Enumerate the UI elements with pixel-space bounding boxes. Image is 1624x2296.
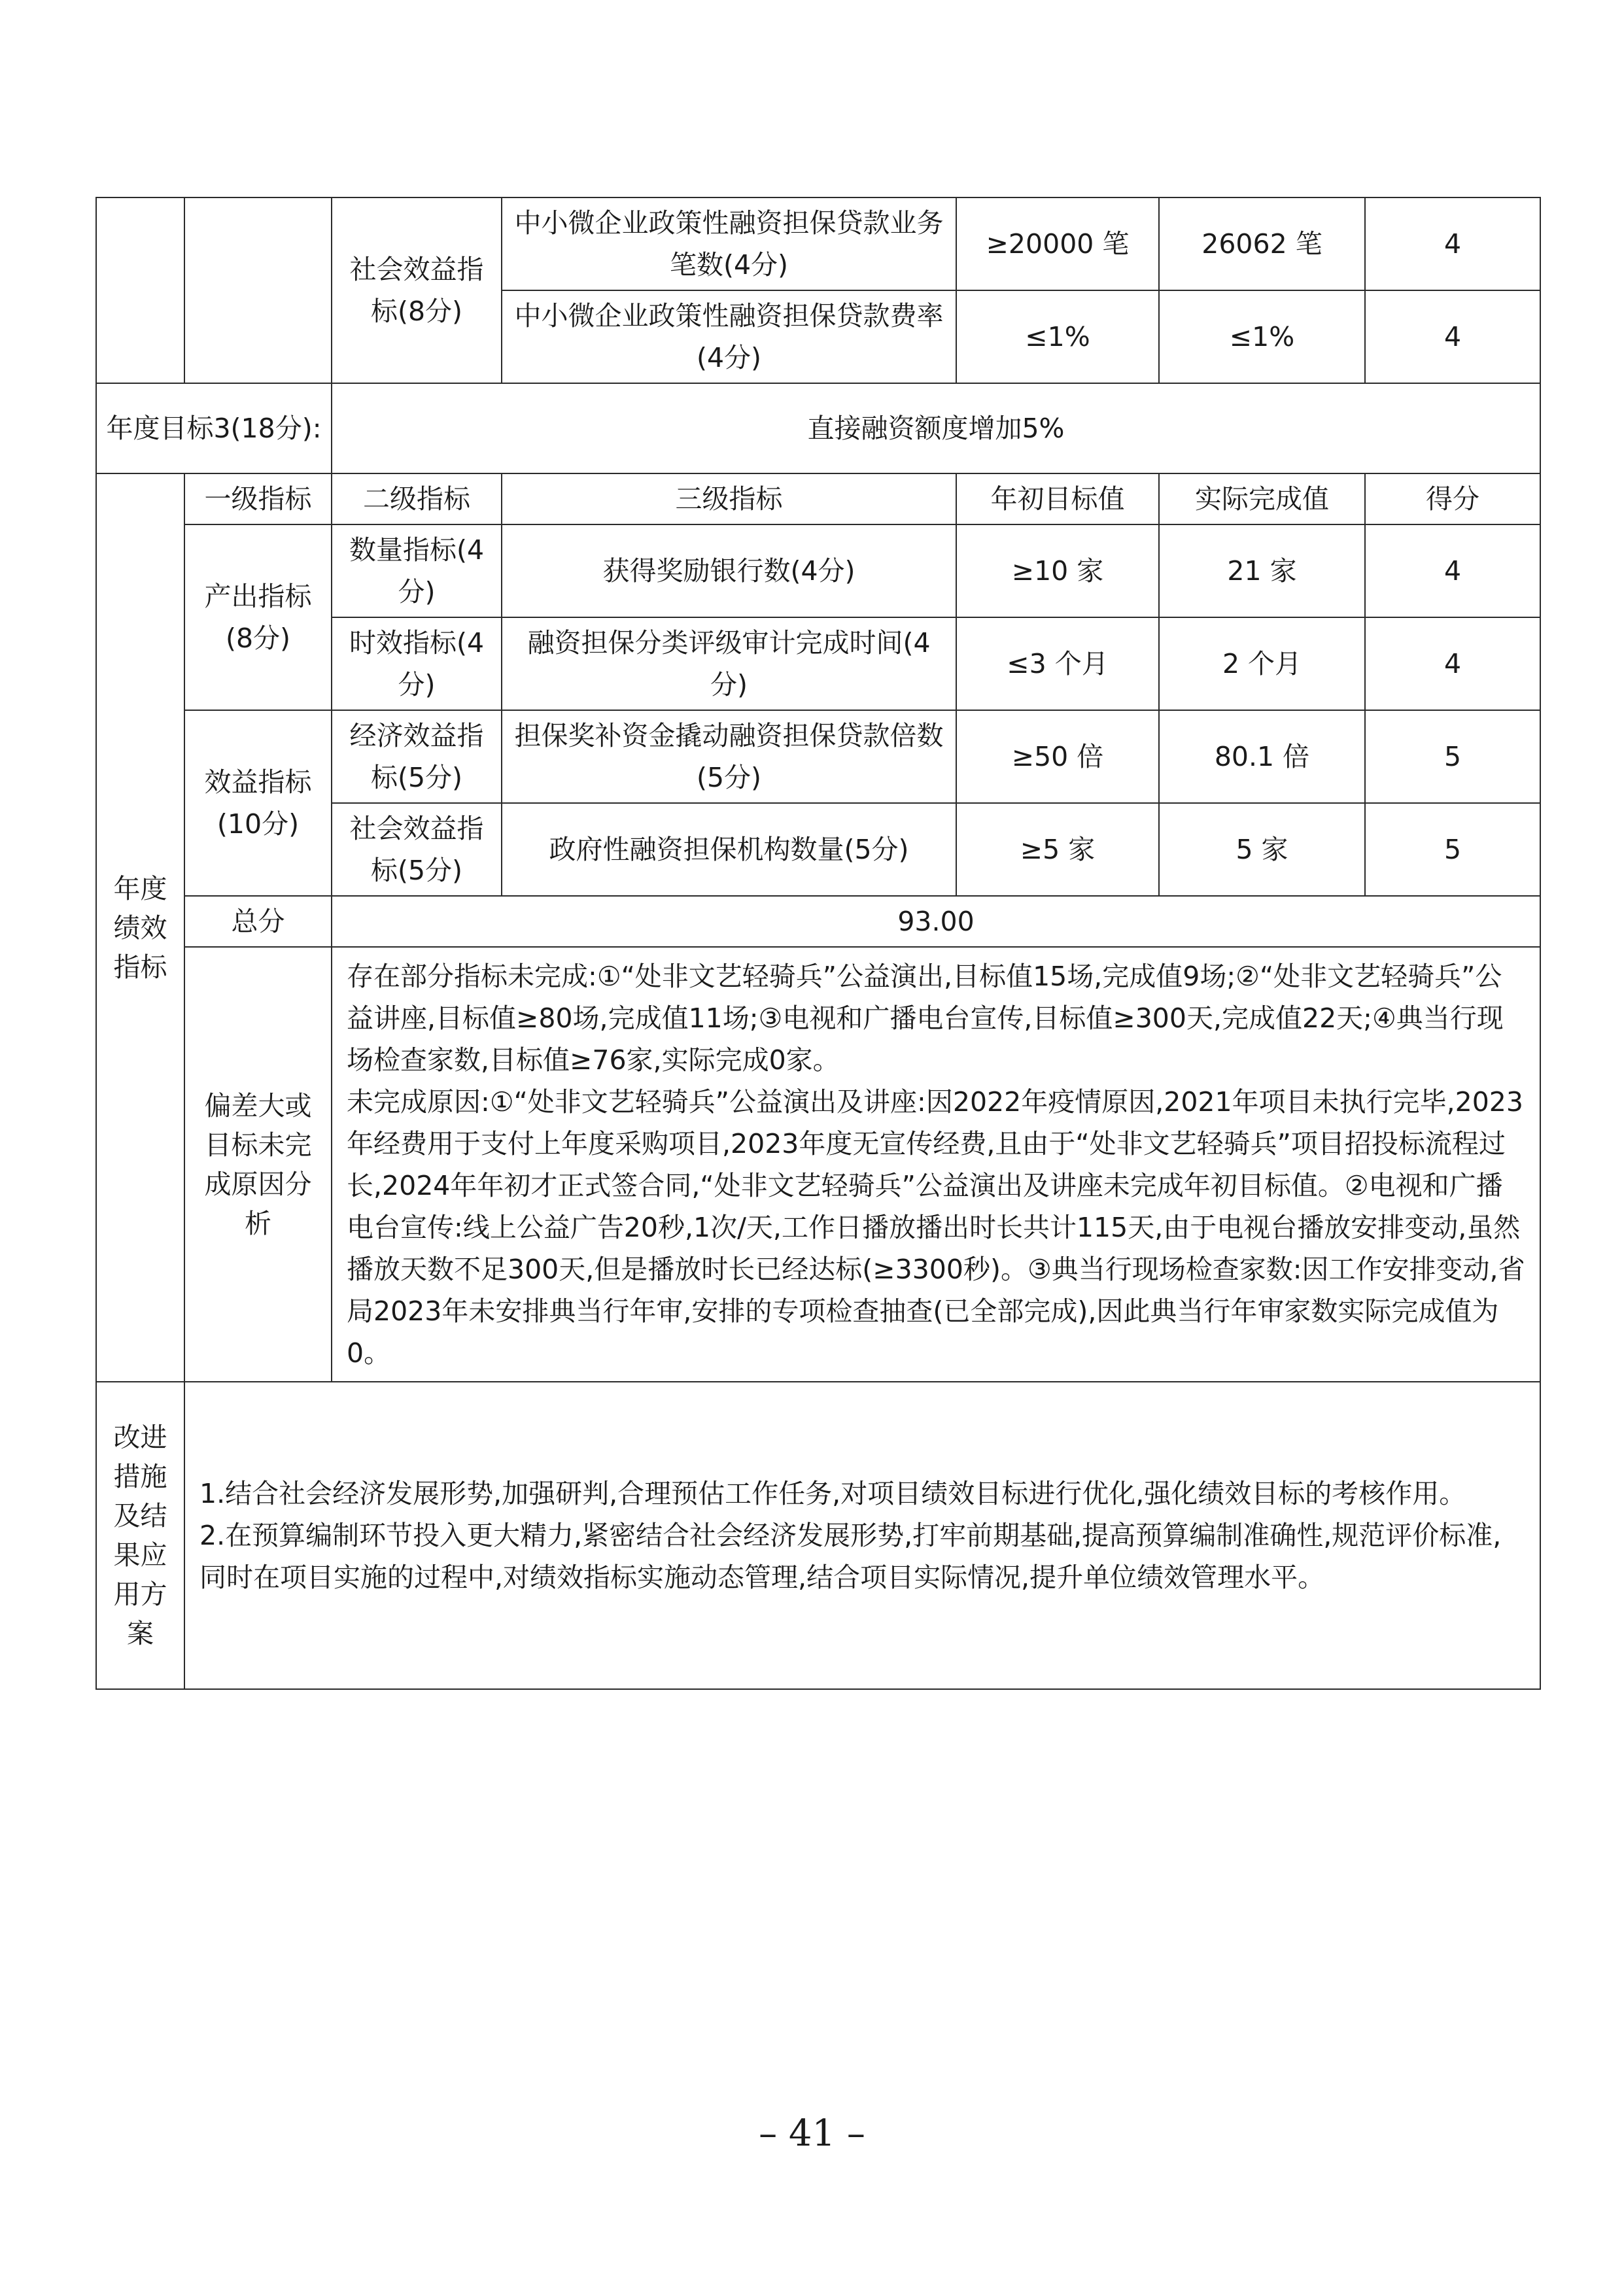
page-number: – 41 –: [759, 2112, 865, 2155]
column-header: 二级指标: [332, 473, 502, 524]
level3-cell: 中小微企业政策性融资担保贷款费率(4分): [502, 290, 956, 383]
deviation-row: [96, 947, 1540, 1382]
deviation-label: 偏差大或目标未完成原因分析: [184, 947, 332, 1382]
column-header: 实际完成值: [1159, 473, 1365, 524]
actual-cell: 26062 笔: [1159, 197, 1365, 290]
column-header: 三级指标: [502, 473, 956, 524]
total-row: [96, 896, 1540, 947]
table-row: [96, 710, 1540, 803]
level2-cell: 社会效益指标(5分): [332, 803, 502, 896]
score-cell: 5: [1365, 710, 1540, 803]
deviation-paragraph: 未完成原因:①“处非文艺轻骑兵”公益演出及讲座:因2022年疫情原因,2021年项目未执行完毕,2023年经费用于支付上年度采购项目,2023年度无宣传经费,且由于“处非文艺轻骑兵”项目招投标流程过长,2024年年初才正式签合同,“处非文艺轻骑兵”公益演出及讲座未完成年初目标值。②电视和广播电台宣传:线上公益广告20秒,1次/天,工作日播放播出时长共计115天,由于电视台播放安排变动,虽然播放天数不足300天,但是播放时长已经达标(≥3300秒)。③典当行现场检查家数:因工作安排变动,省局2023年未安排典当行年审,安排的专项检查抽查(已全部完成),因此典当行年审家数实际完成值为0。: [347, 1086, 1525, 1369]
target-cell: ≥5 家: [956, 803, 1159, 896]
table-row: [96, 197, 1540, 290]
level1-cell: 效益指标(10分): [184, 710, 332, 896]
section-label: 年度绩效指标: [96, 473, 184, 1382]
level1-cell: 产出指标(8分): [184, 524, 332, 710]
empty-cell: [184, 197, 332, 383]
target-cell: ≥50 倍: [956, 710, 1159, 803]
level3-cell: 获得奖励银行数(4分): [502, 524, 956, 617]
improvement-paragraph: 1.结合社会经济发展形势,加强研判,合理预估工作任务,对项目绩效目标进行优化,强化绩效目标的考核作用。: [199, 1478, 1466, 1509]
level2-cell: 时效指标(4分): [332, 617, 502, 710]
goal3-text: 直接融资额度增加5%: [332, 383, 1540, 473]
deviation-paragraph: 存在部分指标未完成:①“处非文艺轻骑兵”公益演出,目标值15场,完成值9场;②“处非文艺轻骑兵”公益讲座,目标值≥80场,完成值11场;③电视和广播电台宣传,目标值≥300天,完成值22天;④典当行现场检查家数,目标值≥76家,实际完成0家。: [347, 960, 1504, 1076]
column-header: 得分: [1365, 473, 1540, 524]
level2-cell: 社会效益指标(8分): [332, 197, 502, 383]
actual-cell: 80.1 倍: [1159, 710, 1365, 803]
target-cell: ≥10 家: [956, 524, 1159, 617]
score-cell: 4: [1365, 524, 1540, 617]
target-cell: ≥20000 笔: [956, 197, 1159, 290]
performance-table: [95, 197, 1541, 1690]
total-label: 总分: [184, 896, 332, 947]
improvement-row: [96, 1382, 1540, 1689]
actual-cell: 5 家: [1159, 803, 1365, 896]
level3-cell: 担保奖补资金撬动融资担保贷款倍数(5分): [502, 710, 956, 803]
level3-cell: 中小微企业政策性融资担保贷款业务笔数(4分): [502, 197, 956, 290]
level2-cell: 经济效益指标(5分): [332, 710, 502, 803]
table-row: [96, 383, 1540, 473]
improvement-content: [184, 1382, 1540, 1689]
column-header: 年初目标值: [956, 473, 1159, 524]
score-cell: 5: [1365, 803, 1540, 896]
table-row: [96, 524, 1540, 617]
actual-cell: ≤1%: [1159, 290, 1365, 383]
level2-cell: 数量指标(4分): [332, 524, 502, 617]
column-header: 一级指标: [184, 473, 332, 524]
level3-cell: 融资担保分类评级审计完成时间(4分): [502, 617, 956, 710]
table-header-row: [96, 473, 1540, 524]
score-cell: 4: [1365, 617, 1540, 710]
goal3-label: 年度目标3(18分):: [96, 383, 332, 473]
deviation-content: [332, 947, 1540, 1382]
target-cell: ≤3 个月: [956, 617, 1159, 710]
score-cell: 4: [1365, 197, 1540, 290]
actual-cell: 21 家: [1159, 524, 1365, 617]
target-cell: ≤1%: [956, 290, 1159, 383]
empty-cell: [96, 197, 184, 383]
actual-cell: 2 个月: [1159, 617, 1365, 710]
total-value: 93.00: [332, 896, 1540, 947]
improvement-label: 改进措施及结果应用方案: [96, 1382, 184, 1689]
level3-cell: 政府性融资担保机构数量(5分): [502, 803, 956, 896]
improvement-paragraph: 2.在预算编制环节投入更大精力,紧密结合社会经济发展形势,打牢前期基础,提高预算编制准确性,规范评价标准,同时在项目实施的过程中,对绩效指标实施动态管理,结合项目实际情况,提升单位绩效管理水平。: [199, 1520, 1502, 1593]
score-cell: 4: [1365, 290, 1540, 383]
